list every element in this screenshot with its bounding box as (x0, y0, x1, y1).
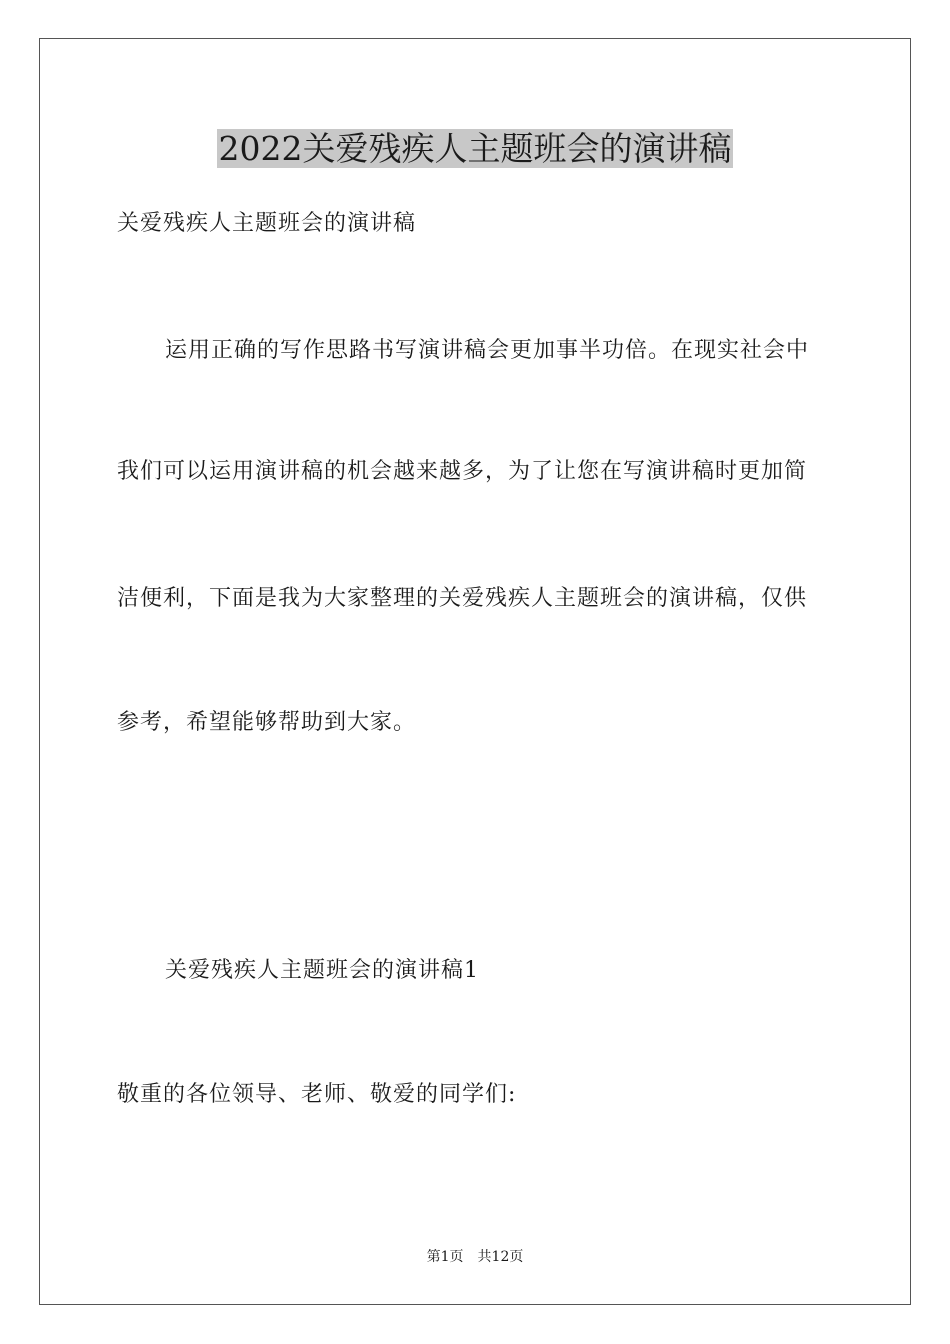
document-title (0, 128, 950, 170)
page-total: 共12页 (477, 1249, 524, 1265)
paragraph-line: 我们可以运用演讲稿的机会越来越多，为了让您在写演讲稿时更加简 (117, 459, 808, 484)
paragraph-line: 洁便利，下面是我为大家整理的关爱残疾人主题班会的演讲稿，仅供 (117, 586, 808, 611)
document-subtitle: 关爱残疾人主题班会的演讲稿 (117, 211, 417, 236)
page-footer (0, 1248, 950, 1266)
paragraph-line: 运用正确的写作思路书写演讲稿会更加事半功倍。在现实社会中 (165, 338, 810, 363)
section-heading: 关爱残疾人主题班会的演讲稿1 (165, 958, 479, 983)
salutation: 敬重的各位领导、老师、敬爱的同学们: (117, 1082, 517, 1107)
paragraph-line: 参考，希望能够帮助到大家。 (117, 710, 417, 735)
document-title-text: 2022关爱残疾人主题班会的演讲稿 (218, 129, 732, 168)
page-number: 第1页 (426, 1249, 464, 1265)
